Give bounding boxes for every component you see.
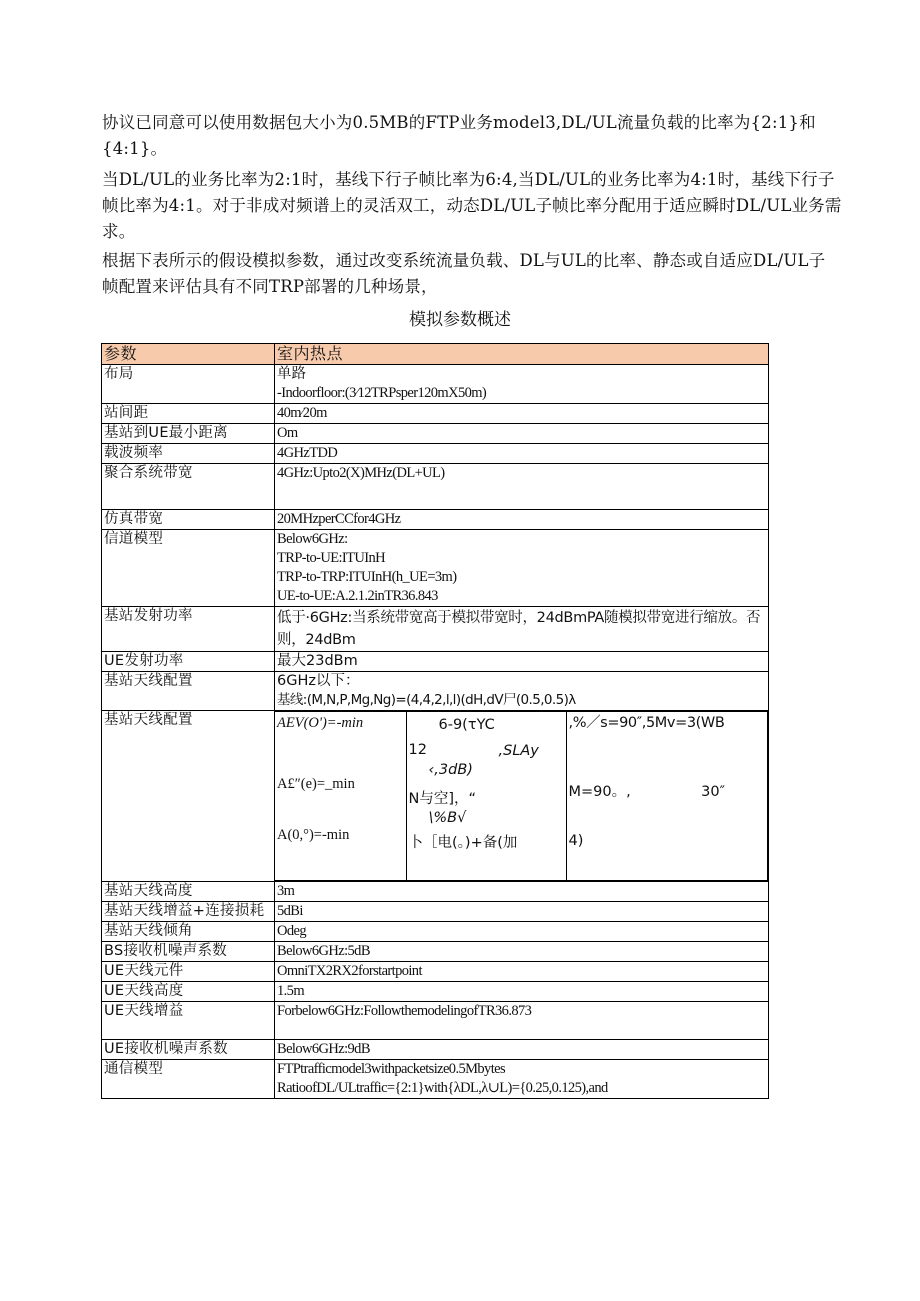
row-key: 布局 [102, 365, 275, 404]
pattern-line: ,%／s=90″,5Mv=3(WB [568, 715, 725, 731]
row-key: 基站天线倾角 [102, 922, 275, 942]
intro-paragraph-3: 根据下表所示的假设模拟参数，通过改变系统流量负载、DL与UL的比率、静态或自适应DL/UL子帧配置来评估具有不同TRP部署的几种场景， [102, 251, 826, 296]
table-caption: 模拟参数概述 [409, 310, 511, 330]
row-value: 40m⁄20m [275, 404, 769, 424]
row-value: OmniTX2RX2forstartpoint [275, 962, 769, 982]
table-row [102, 652, 769, 672]
intro-paragraph-1: 协议已同意可以使用数据包大小为0.5MB的FTP业务model3,DL/UL流量负载的比率为{2:1}和{4:1}。 [102, 113, 816, 158]
row-value: 4GHz:Upto2(X)MHz(DL+UL) [275, 464, 769, 510]
row-key: 通信模型 [102, 1060, 275, 1099]
pattern-line: AEV(O')=-min [277, 715, 364, 731]
row-value [275, 1060, 769, 1099]
table-row [102, 607, 769, 652]
row-key: 基站天线高度 [102, 882, 275, 902]
table-row [102, 464, 769, 510]
row-key: UE天线高度 [102, 982, 275, 1002]
pattern-line: 6-9(τYC [438, 717, 495, 733]
row-value [275, 365, 769, 404]
pattern-line: 4) [568, 833, 584, 849]
row-value: Forbelow6GHz:FollowthemodelingofTR36.873 [275, 1002, 769, 1040]
row-key: 基站天线增益+连接损耗 [102, 902, 275, 922]
pattern-line: M=90。, [568, 784, 631, 800]
value-line: UE-to-UE:A.2.1.2inTR36.843 [277, 588, 438, 604]
row-key: 基站到UE最小距离 [102, 424, 275, 444]
row-value: 1.5m [275, 982, 769, 1002]
value-line: 6GHz以下： [277, 673, 360, 689]
table-row [102, 672, 769, 711]
pattern-line: \%B√ [428, 810, 467, 826]
table-row [102, 510, 769, 530]
table-row [102, 1040, 769, 1060]
row-value: 3m [275, 882, 769, 902]
row-value: Below6GHz:5dB [275, 942, 769, 962]
row-key: UE天线元件 [102, 962, 275, 982]
antenna-pattern-cell [275, 711, 769, 882]
row-key: 基站天线配置 [102, 711, 275, 882]
pattern-column-3 [566, 712, 768, 881]
value-line: TRP-to-TRP:ITUInH(h_UE=3m) [277, 569, 457, 585]
value-line: RatioofDL/ULtraffic={2:1}with{λDL,λ∪L)={0.25,0.125),and [277, 1080, 608, 1096]
value-line: TRP-to-UE:ITUInH [277, 550, 385, 566]
row-value: 最大23dBm [275, 652, 769, 672]
pattern-line: ,SLAy [498, 743, 539, 759]
row-value: 20MHzperCCfor4GHz [275, 510, 769, 530]
table-row [102, 942, 769, 962]
row-key: 站间距 [102, 404, 275, 424]
row-value [275, 530, 769, 607]
row-value [275, 672, 769, 711]
row-key: 信道模型 [102, 530, 275, 607]
row-key: 基站天线配置 [102, 672, 275, 711]
table-row [102, 1060, 769, 1099]
row-key: UE发射功率 [102, 652, 275, 672]
table-header-row [102, 344, 769, 365]
value-line: FTPtrafficmodel3withpacketsize0.5Mbytes [277, 1061, 506, 1077]
pattern-line: 卜［电(。)+备(加 [408, 835, 518, 851]
row-value: Odeg [275, 922, 769, 942]
row-key: UE接收机噪声系数 [102, 1040, 275, 1060]
pattern-line: N与空]，“ [408, 791, 477, 807]
table-row [102, 1002, 769, 1040]
pattern-column-1 [275, 712, 406, 881]
table-row [102, 962, 769, 982]
pattern-line: A(0,°)=-min [277, 827, 350, 843]
simulation-parameters-table [101, 343, 769, 1099]
row-key: BS接收机噪声系数 [102, 942, 275, 962]
value-line: 基线:(M,N,P,Mg,Ng)=(4,4,2,l,l)(dH,dV尸(0.5,0.5)λ [277, 692, 576, 708]
pattern-line: 30″ [701, 784, 725, 800]
value-line: -Indoorfloor:(3⁄12TRPsper120mX50m) [277, 385, 487, 401]
pattern-line: 12 [408, 742, 427, 758]
row-key: 载波频率 [102, 444, 275, 464]
table-row-antenna-pattern [102, 711, 769, 882]
row-key: 聚合系统带宽 [102, 464, 275, 510]
table-row [102, 882, 769, 902]
table-row [102, 444, 769, 464]
value-line: 单路 [277, 366, 306, 382]
table-row [102, 404, 769, 424]
table-row [102, 902, 769, 922]
row-value: Om [275, 424, 769, 444]
intro-paragraph-2: 当DL/UL的业务比率为2:1时，基线下行子帧比率为6:4,当DL/UL的业务比率为4:1时，基线下行子帧比率为4:1。对于非成对频谱上的灵活双工，动态DL/UL子帧比率分配用于适应瞬时DL/UL业务需求。 [102, 170, 842, 241]
row-value: Below6GHz:9dB [275, 1040, 769, 1060]
header-indoor-hotspot: 室内热点 [275, 344, 769, 365]
pattern-line: ‹,3dB) [428, 762, 473, 778]
antenna-pattern-subtable [275, 711, 768, 881]
pattern-column-2 [406, 712, 566, 881]
table-row [102, 922, 769, 942]
row-key: 仿真带宽 [102, 510, 275, 530]
row-value: 5dBi [275, 902, 769, 922]
table-row [102, 365, 769, 404]
value-line: Below6GHz: [277, 531, 348, 547]
table-row [102, 530, 769, 607]
header-parameter: 参数 [102, 344, 275, 365]
row-key: UE天线增益 [102, 1002, 275, 1040]
row-key: 基站发射功率 [102, 607, 275, 652]
row-value: 低于·6GHz:当系统带宽高于模拟带宽时，24dBmPA随模拟带宽进行缩放。否则，24dBm [275, 607, 769, 652]
row-value: 4GHzTDD [275, 444, 769, 464]
table-row [102, 424, 769, 444]
table-row [102, 982, 769, 1002]
pattern-line: A£″(e)=_min [277, 776, 355, 792]
